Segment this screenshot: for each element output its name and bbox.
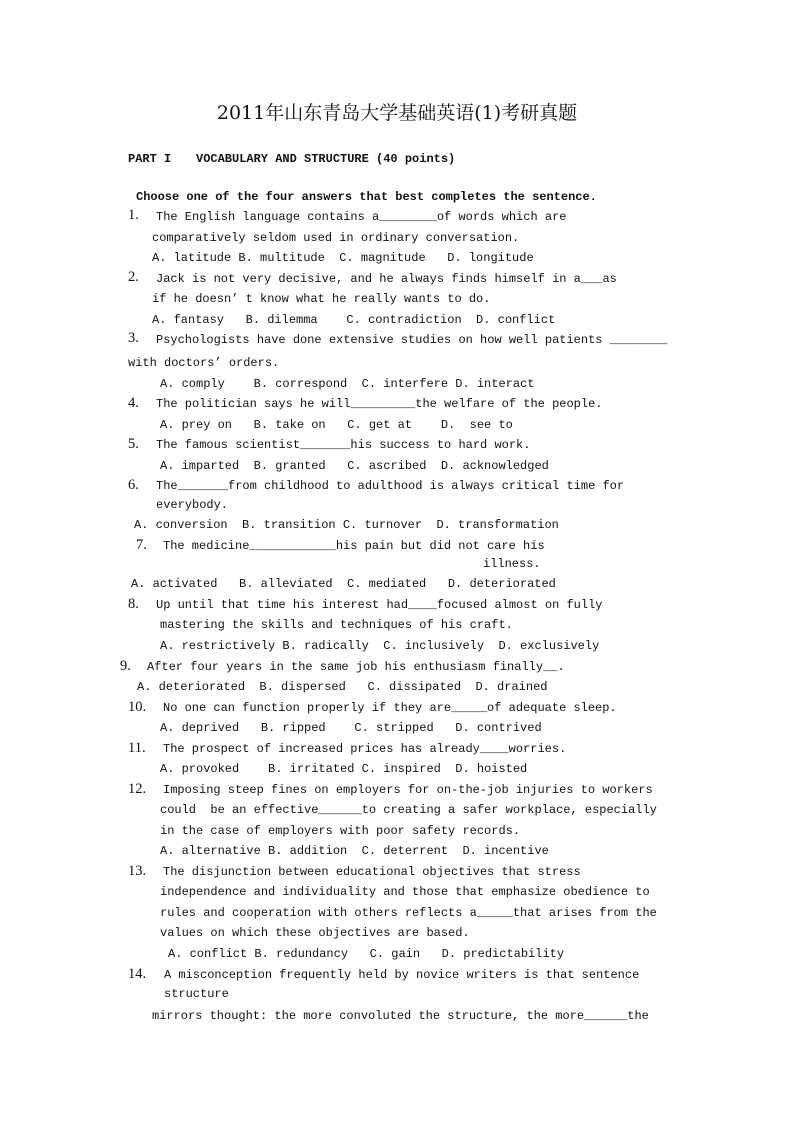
question-text: could be an effective______to creating a safer workplace, especially bbox=[160, 803, 657, 817]
question-number: 14. bbox=[128, 966, 147, 982]
question-text: Jack is not very decisive, and he always finds himself in a___as bbox=[156, 272, 617, 286]
answer-options: A. imparted B. granted C. ascribed D. acknowledged bbox=[160, 459, 549, 473]
question-text: mirrors thought: the more convoluted the structure, the more______the bbox=[152, 1009, 649, 1023]
question-text: everybody. bbox=[156, 498, 229, 512]
question-text: The_______from childhood to adulthood is always critical time for bbox=[156, 479, 625, 493]
question-text: comparatively seldom used in ordinary conversation. bbox=[152, 231, 520, 245]
question-text: The disjunction between educational objectives that stress bbox=[163, 865, 581, 879]
question-text: Up until that time his interest had____focused almost on fully bbox=[156, 598, 603, 612]
question-text: mastering the skills and techniques of his craft. bbox=[160, 618, 513, 632]
answer-options: A. conversion B. transition C. turnover D. transformation bbox=[134, 518, 559, 532]
answer-options: A. provoked B. irritated C. inspired D. hoisted bbox=[160, 762, 528, 776]
question-text: if he doesn’ t know what he really wants to do. bbox=[152, 292, 491, 306]
part-heading: VOCABULARY AND STRUCTURE (40 points) bbox=[196, 152, 456, 166]
question-text: The English language contains a________of words which are bbox=[156, 210, 567, 224]
question-number: 5. bbox=[128, 436, 139, 452]
page-title: 2011年山东青岛大学基础英语(1)考研真题 bbox=[216, 102, 578, 124]
answer-options: A. fantasy B. dilemma C. contradiction D. conflict bbox=[152, 313, 556, 327]
question-number: 2. bbox=[128, 269, 139, 285]
question-text: in the case of employers with poor safety records. bbox=[160, 824, 521, 838]
question-text: No one can function properly if they are_____of adequate sleep. bbox=[163, 701, 617, 715]
question-text: The famous scientist_______his success to hard work. bbox=[156, 438, 531, 452]
answer-options: A. alternative B. addition C. deterrent D. incentive bbox=[160, 844, 549, 858]
question-number: 3. bbox=[128, 330, 139, 346]
question-number: 1. bbox=[128, 207, 139, 223]
question-number: 13. bbox=[128, 863, 147, 879]
part-label: PART I bbox=[128, 152, 172, 166]
question-text: The politician says he will_________the welfare of the people. bbox=[156, 397, 603, 411]
question-text: After four years in the same job his enthusiasm finally__. bbox=[147, 660, 565, 674]
question-number: 4. bbox=[128, 395, 139, 411]
answer-options: A. prey on B. take on C. get at D. see to bbox=[160, 418, 513, 432]
answer-options: A. activated B. alleviated C. mediated D. deteriorated bbox=[131, 577, 556, 591]
question-text: rules and cooperation with others reflects a_____that arises from the bbox=[160, 906, 657, 920]
instruction: Choose one of the four answers that best completes the sentence. bbox=[136, 190, 597, 204]
question-text: values on which these objectives are based. bbox=[160, 926, 470, 940]
question-text: Imposing steep fines on employers for on-the-job injuries to workers bbox=[163, 783, 653, 797]
question-number: 9. bbox=[120, 658, 131, 674]
question-text: The prospect of increased prices has already____worries. bbox=[163, 742, 567, 756]
question-number: 12. bbox=[128, 781, 147, 797]
question-text: The medicine____________his pain but did not care his bbox=[163, 539, 545, 553]
question-number: 6. bbox=[128, 477, 139, 493]
answer-options: A. comply B. correspond C. interfere D. interact bbox=[160, 377, 535, 391]
answer-options: A. deteriorated B. dispersed C. dissipated D. drained bbox=[137, 680, 548, 694]
question-text: illness. bbox=[483, 557, 541, 571]
question-text: A misconception frequently held by novice writers is that sentence bbox=[164, 968, 640, 982]
question-number: 10. bbox=[128, 699, 147, 715]
question-text: Psychologists have done extensive studies on how well patients ________ bbox=[156, 333, 668, 347]
question-text: independence and individuality and those that emphasize obedience to bbox=[160, 885, 650, 899]
question-text: structure bbox=[164, 987, 229, 1001]
answer-options: A. restrictively B. radically C. inclusively D. exclusively bbox=[160, 639, 600, 653]
question-number: 8. bbox=[128, 596, 139, 612]
question-number: 7. bbox=[136, 537, 147, 553]
answer-options: A. latitude B. multitude C. magnitude D. longitude bbox=[152, 251, 534, 265]
question-number: 11. bbox=[128, 740, 146, 756]
question-text: with doctors’ orders. bbox=[128, 356, 280, 370]
answer-options: A. conflict B. redundancy C. gain D. predictability bbox=[168, 947, 565, 961]
answer-options: A. deprived B. ripped C. stripped D. contrived bbox=[160, 721, 542, 735]
